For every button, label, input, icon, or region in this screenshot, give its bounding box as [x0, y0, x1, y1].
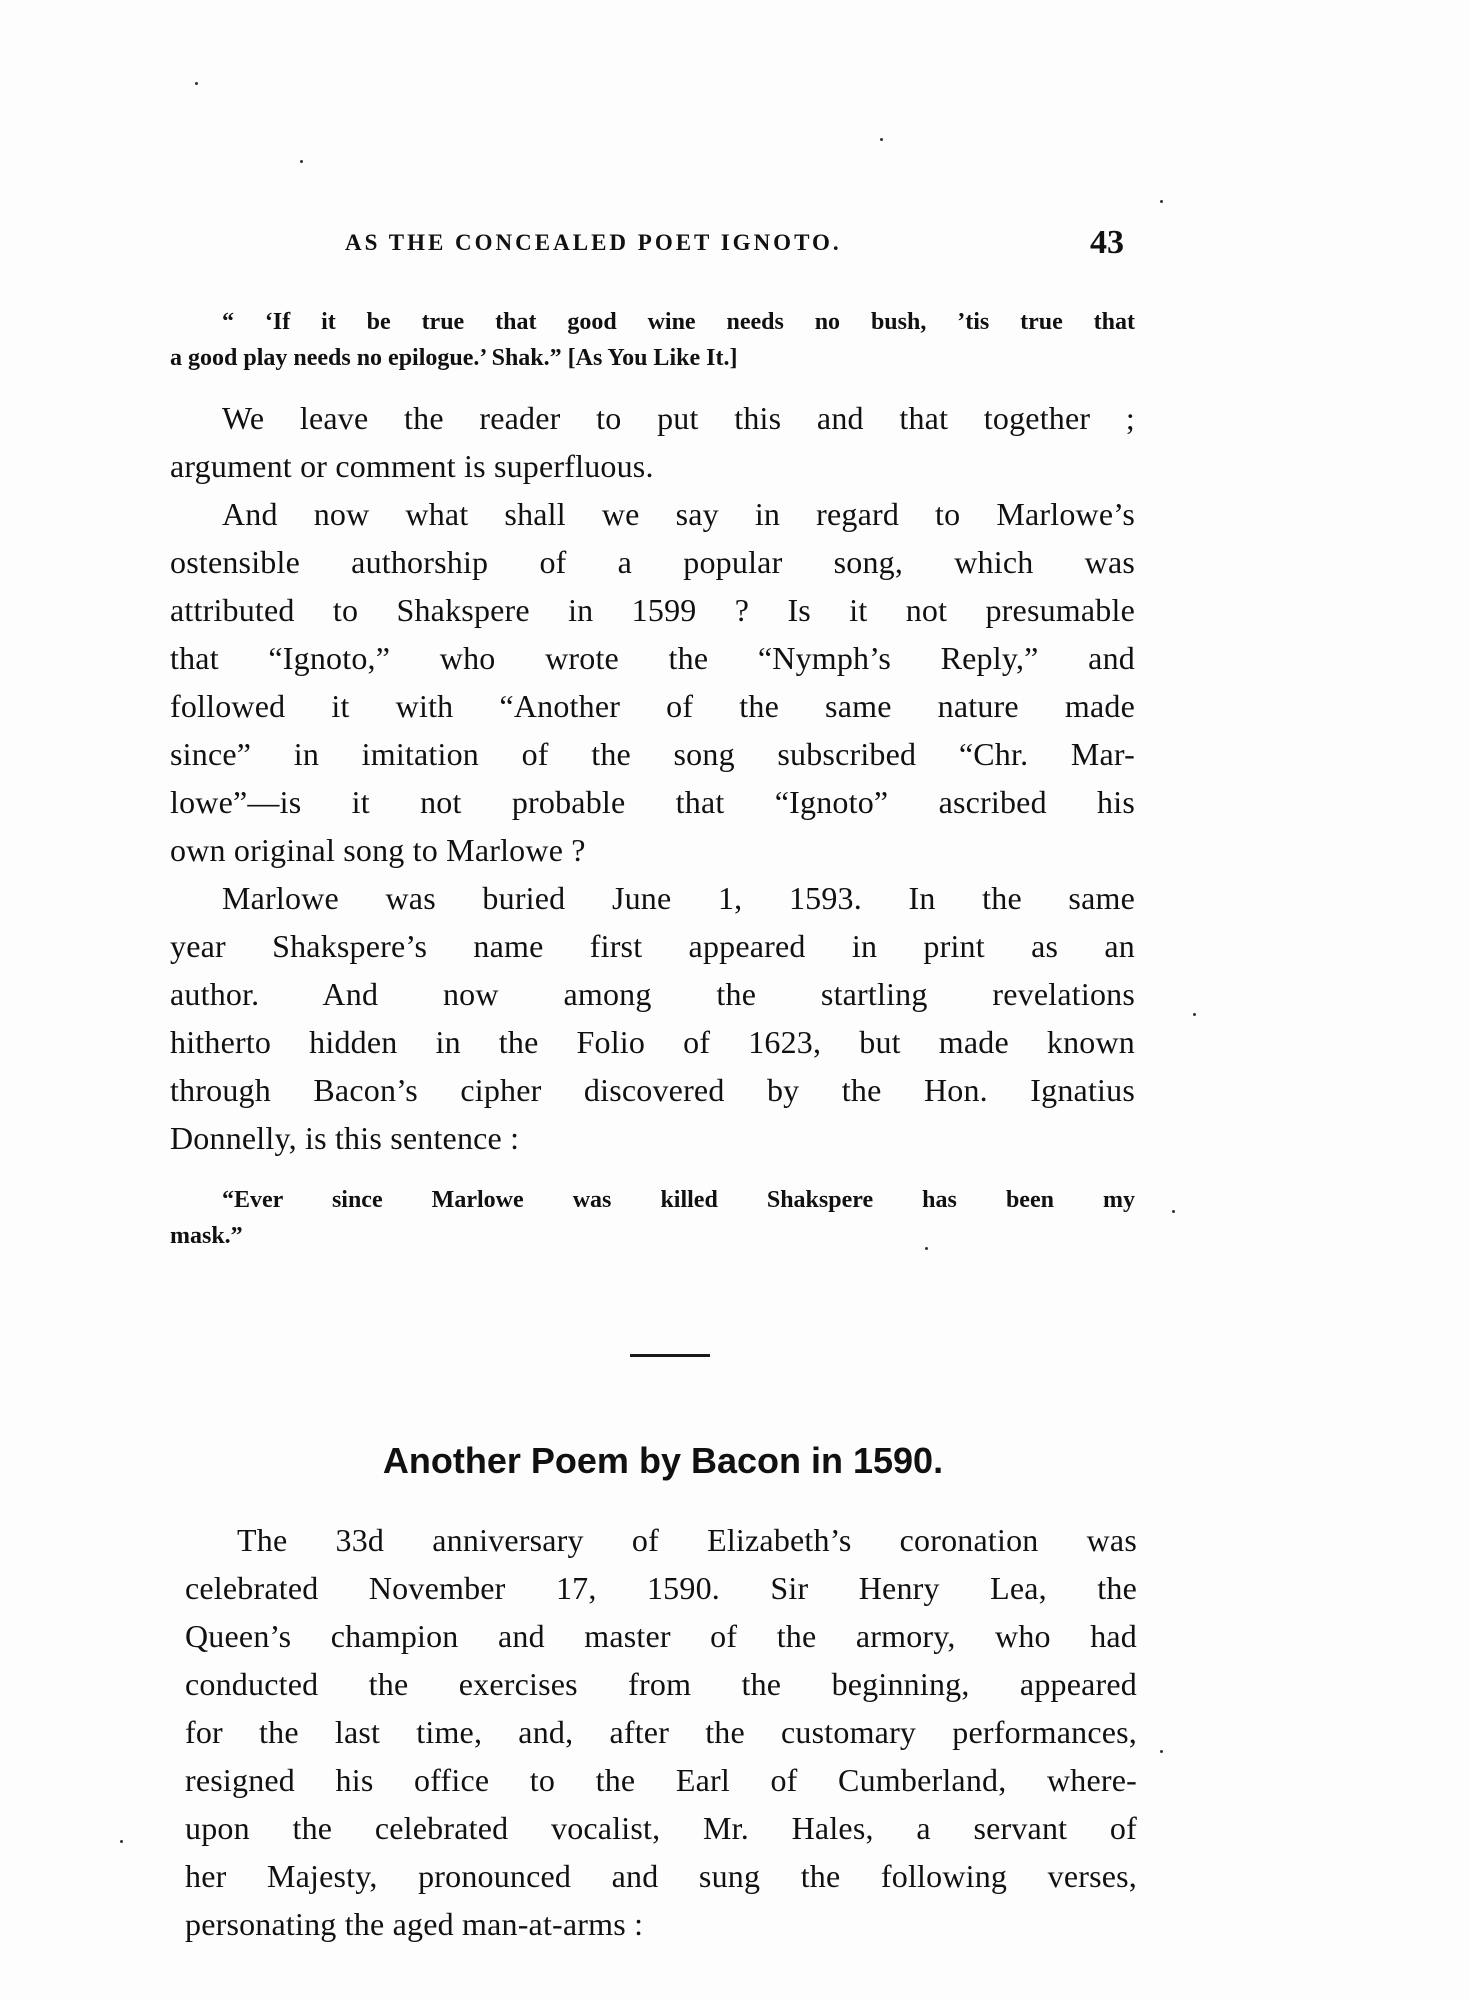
- paragraph-line: resigned his office to the Earl of Cumberland, where-: [185, 1762, 1137, 1798]
- paragraph-line: followed it with “Another of the same nature made: [170, 688, 1135, 724]
- section-paragraph: [185, 1516, 1137, 1948]
- paragraph-1: [170, 394, 1135, 490]
- running-header: [345, 224, 1145, 264]
- paragraph-line: Queen’s champion and master of the armory, who had: [185, 1618, 1137, 1654]
- paragraph-line: celebrated November 17, 1590. Sir Henry Lea, the: [185, 1570, 1137, 1606]
- paragraph-line: since” in imitation of the song subscribed “Chr. Mar-: [170, 736, 1135, 772]
- paragraph-line: hitherto hidden in the Folio of 1623, but made known: [170, 1024, 1135, 1060]
- paragraph-line: Marlowe was buried June 1, 1593. In the same: [222, 880, 1135, 916]
- running-title: AS THE CONCEALED POET IGNOTO.: [345, 230, 842, 255]
- paragraph-line: own original song to Marlowe ?: [170, 832, 586, 868]
- quote-line: mask.”: [170, 1223, 243, 1249]
- paragraph-line: year Shakspere’s name first appeared in print as an: [170, 928, 1135, 964]
- paragraph-line: Donnelly, is this sentence :: [170, 1120, 520, 1156]
- page-number: 43: [1090, 224, 1124, 261]
- paragraph-line: argument or comment is superfluous.: [170, 448, 654, 484]
- paragraph-line: lowe”—is it not probable that “Ignoto” ascribed his: [170, 784, 1135, 820]
- paragraph-line: attributed to Shakspere in 1599 ? Is it not presumable: [170, 592, 1135, 628]
- paragraph-line: We leave the reader to put this and that together ;: [222, 400, 1135, 436]
- quote-line: a good play needs no epilogue.’ Shak.” [As You Like It.]: [170, 345, 738, 371]
- paragraph-3: [170, 874, 1135, 1162]
- paragraph-line: And now what shall we say in regard to Marlowe’s: [222, 496, 1135, 532]
- paragraph-line: that “Ignoto,” who wrote the “Nymph’s Reply,” and: [170, 640, 1135, 676]
- cipher-quote: [170, 1182, 1135, 1254]
- paragraph-line: her Majesty, pronounced and sung the following verses,: [185, 1858, 1137, 1894]
- quote-line: “ ‘If it be true that good wine needs no bush, ’tis true that: [222, 309, 1135, 335]
- paragraph-line: The 33d anniversary of Elizabeth’s coronation was: [237, 1522, 1137, 1558]
- paragraph-line: author. And now among the startling revelations: [170, 976, 1135, 1012]
- paragraph-line: for the last time, and, after the customary performances,: [185, 1714, 1137, 1750]
- paragraph-line: ostensible authorship of a popular song, which was: [170, 544, 1135, 580]
- section-heading-text: Another Poem by Bacon in 1590.: [382, 1440, 944, 1481]
- paragraph-line: through Bacon’s cipher discovered by the Hon. Ignatius: [170, 1072, 1135, 1108]
- opening-quote: [170, 304, 1135, 376]
- paragraph-line: upon the celebrated vocalist, Mr. Hales, a servant of: [185, 1810, 1137, 1846]
- paragraph-2: [170, 490, 1135, 874]
- paragraph-line: personating the aged man-at-arms :: [185, 1906, 644, 1942]
- paragraph-line: conducted the exercises from the beginning, appeared: [185, 1666, 1137, 1702]
- section-divider: [630, 1354, 710, 1357]
- section-heading: [0, 1440, 1470, 1482]
- quote-line: “Ever since Marlowe was killed Shakspere has been my: [222, 1187, 1135, 1213]
